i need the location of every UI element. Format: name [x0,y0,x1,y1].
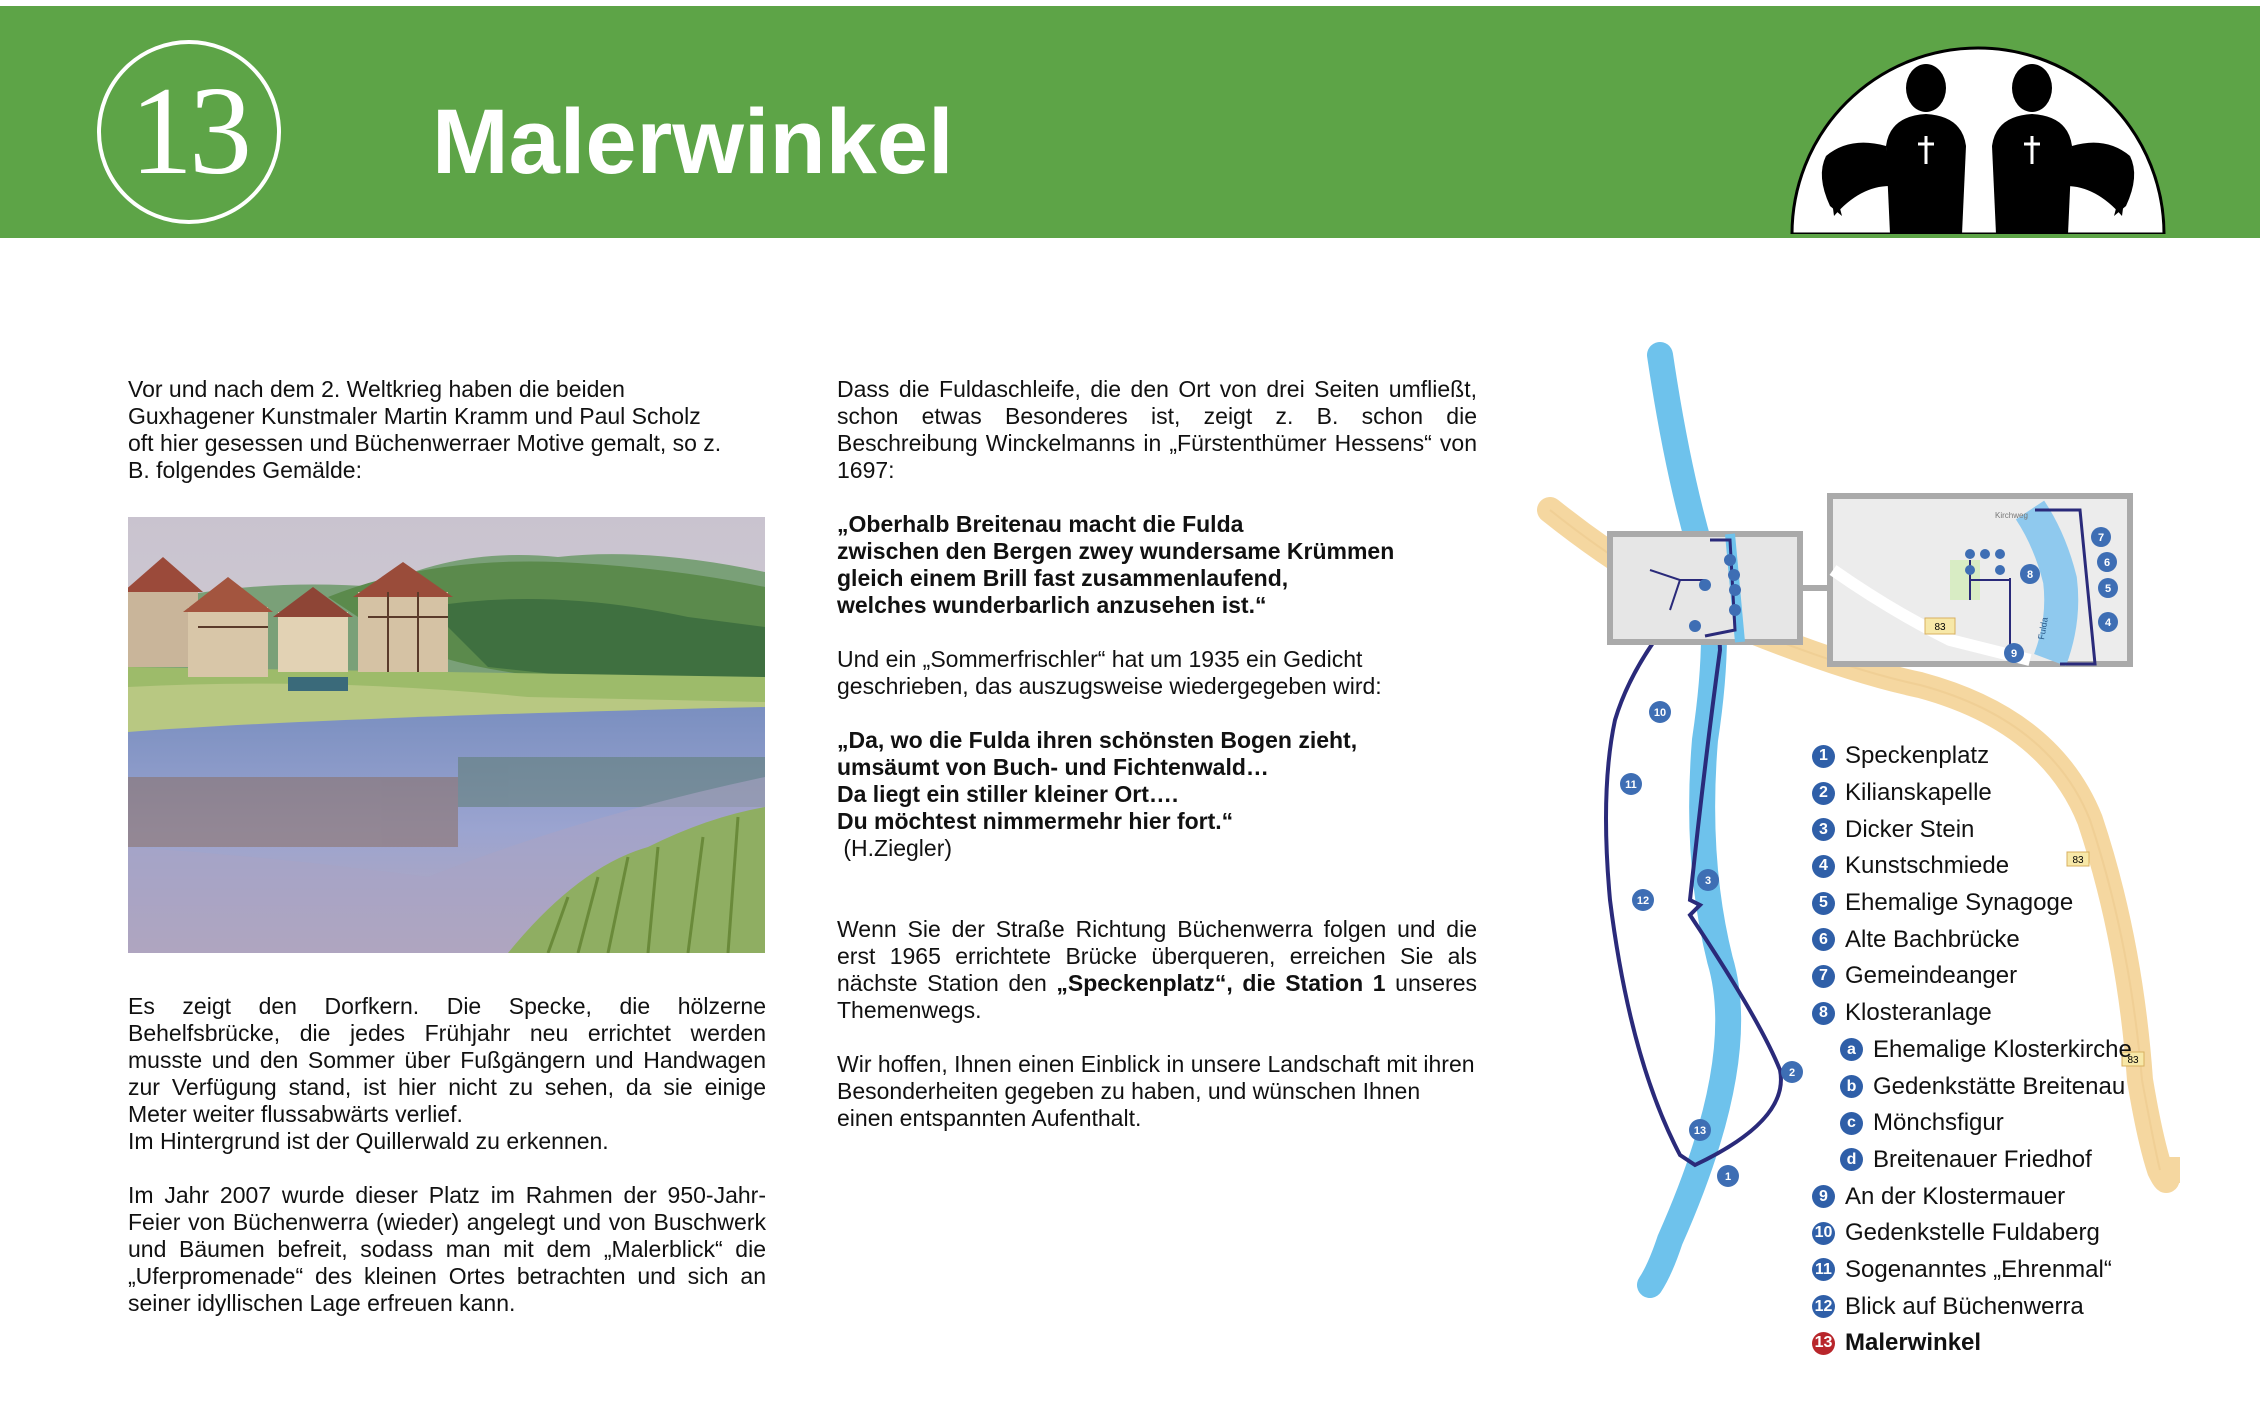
legend-badge: 6 [1812,928,1835,951]
legend-label: Klosteranlage [1845,999,1992,1027]
svg-text:11: 11 [1625,779,1637,791]
legend-label: Sogenanntes „Ehrenmal“ [1845,1255,2112,1283]
svg-text:13: 13 [1693,1125,1707,1137]
legend-badge: 7 [1812,965,1835,988]
poem-line: umsäumt von Buch- und Fichtenwald… [837,754,1269,780]
closing-paragraph: Wir hoffen, Ihnen einen Einblick in unsere Landschaft mit ihren Besonderheiten gegeben zu haben, und wünschen Ihnen einen entspannten Aufenthalt. [837,1051,1475,1131]
legend-label: Breitenauer Friedhof [1873,1145,2092,1173]
description-paragraph-1b: Im Hintergrund ist der Quillerwald zu erkennen. [128,1128,609,1154]
quote-line: zwischen den Bergen zwey wundersame Krümmen [837,538,1395,564]
svg-text:83: 83 [1934,622,1946,633]
history-text [837,376,1477,1132]
poem-line: „Da, wo die Fulda ihren schönsten Bogen zieht, [837,727,1358,753]
legend-item [1812,738,2142,775]
legend-label: Dicker Stein [1845,815,1975,843]
legend-badge-current: 13 [1812,1332,1835,1355]
quote-line: gleich einem Brill fast zusammenlaufend, [837,565,1289,591]
legend-label: An der Klostermauer [1845,1182,2066,1210]
legend-item [1812,1215,2142,1252]
poem-author: (H.Ziegler) [837,835,953,861]
legend-badge: 2 [1812,782,1835,805]
description-paragraph-1: Es zeigt den Dorfkern. Die Specke, die hölzerne Behelfsbrücke, die jedes Frühjahr neu errichtet werden musste und den Sommer über Fußgängern und Handwagen zur Verfügung stand, ist hier nicht zu sehen, da sie einige Meter weiter flussabwärts verlief. [128,993,766,1127]
legend-badge: 5 [1812,892,1835,915]
svg-text:12: 12 [1636,895,1650,907]
monk-figures-logo [1790,36,2166,234]
description-text [128,993,766,1317]
svg-text:Kirchweg: Kirchweg [1995,511,2028,520]
station-legend [1812,738,2142,1362]
intro-text [128,376,728,484]
page-title: Malerwinkel [432,91,954,193]
legend-label-current: Malerwinkel [1845,1329,1982,1357]
svg-text:Fulda: Fulda [2036,616,2050,641]
legend-badge: a [1840,1038,1863,1061]
svg-text:9: 9 [2010,648,2018,660]
svg-text:83: 83 [2072,855,2084,866]
legend-label: Gedenkstätte Breitenau [1873,1072,2126,1100]
legend-item [1812,1252,2142,1289]
poem-line: Da liegt ein stiller kleiner Ort…. [837,781,1179,807]
legend-badge: 3 [1812,818,1835,841]
legend-badge: 9 [1812,1185,1835,1208]
legend-item [1812,995,2142,1032]
legend-badge: 1 [1812,745,1835,768]
poem-line: Du möchtest nimmermehr hier fort.“ [837,808,1234,834]
legend-item [1812,1178,2142,1215]
legend-label: Alte Bachbrücke [1845,925,2020,953]
intro-paragraph: Vor und nach dem 2. Weltkrieg haben die beiden Guxhagener Kunstmaler Martin Kramm und Paul Scholz oft hier gesessen und Büchenwerraer Motive gemalt, so z. B. folgendes Gemälde: [128,376,722,483]
history-paragraph-2: Und ein „Sommerfrischler“ hat um 1935 ein Gedicht geschrieben, das auszugsweise wiedergegeben wird: [837,646,1382,699]
legend-item [1812,1032,2142,1069]
description-paragraph-2: Im Jahr 2007 wurde dieser Platz im Rahmen der 950-Jahr-Feier von Büchenwerra (wieder) angelegt und von Buschwerk und Bäumen befreit, sodass man mit dem „Malerblick“ die „Uferpromenade“ des kleinen Ortes betrachten und sich an seiner idyllischen Lage erfreuen kann. [128,1182,766,1316]
svg-text:5: 5 [2104,583,2112,595]
legend-label: Ehemalige Synagoge [1845,889,2074,917]
legend-label: Kunstschmiede [1845,852,2010,880]
legend-item [1812,958,2142,995]
legend-item [1812,811,2142,848]
legend-item [1812,1288,2142,1325]
legend-badge: 12 [1812,1295,1835,1318]
history-paragraph-1: Dass die Fuldaschleife, die den Ort von drei Seiten umfließt, schon etwas Besonderes ist, zeigt z. B. schon die Beschreibung Winckelmanns in „Fürstenthümer Hessens“ von 1697: [837,376,1477,483]
legend-label: Gemeindeanger [1845,962,2018,990]
svg-text:8: 8 [2026,569,2034,581]
next-station-name: „Speckenplatz“, die Station 1 [1056,970,1386,996]
svg-text:2: 2 [1788,1067,1796,1079]
legend-badge: 11 [1812,1258,1835,1281]
legend-item [1812,885,2142,922]
legend-label: Speckenplatz [1845,742,1990,770]
legend-label: Ehemalige Klosterkirche [1873,1035,2132,1063]
legend-label: Kilianskapelle [1845,779,1992,807]
legend-label: Gedenkstelle Fuldaberg [1845,1219,2100,1247]
svg-text:10: 10 [1653,707,1667,719]
legend-label: Mönchsfigur [1873,1109,2004,1137]
legend-label: Blick auf Büchenwerra [1845,1292,2084,1320]
header-bar [0,6,2260,238]
station-number-badge: 13 [97,40,281,224]
svg-text:6: 6 [2103,557,2111,569]
legend-badge: b [1840,1075,1863,1098]
legend-item [1812,921,2142,958]
poem-quote [837,727,1477,835]
legend-item [1812,1068,2142,1105]
legend-badge: c [1840,1112,1863,1135]
winckelmann-quote [837,511,1477,619]
quote-line: „Oberhalb Breitenau macht die Fulda [837,511,1244,537]
legend-item [1812,1105,2142,1142]
svg-text:4: 4 [2104,617,2112,629]
legend-badge: 4 [1812,855,1835,878]
svg-text:3: 3 [1704,875,1712,887]
svg-text:83: 83 [2127,1055,2139,1066]
quote-line: welches wunderbarlich anzusehen ist.“ [837,592,1267,618]
legend-badge: d [1840,1148,1863,1171]
legend-item-current [1812,1325,2142,1362]
next-station-paragraph: Wenn Sie der Straße Richtung Büchenwerra folgen und die erst 1965 errichtete Brücke überqueren, erreichen Sie als nächste Station den „Speckenplatz“, die Station 1 unseres Themenwegs. [837,916,1477,1023]
svg-text:7: 7 [2097,532,2105,544]
legend-item [1812,775,2142,812]
legend-item [1812,848,2142,885]
legend-item [1812,1142,2142,1179]
legend-badge: 8 [1812,1002,1835,1025]
svg-text:1: 1 [1724,1171,1732,1183]
village-painting [128,517,765,953]
legend-badge: 10 [1812,1222,1835,1245]
